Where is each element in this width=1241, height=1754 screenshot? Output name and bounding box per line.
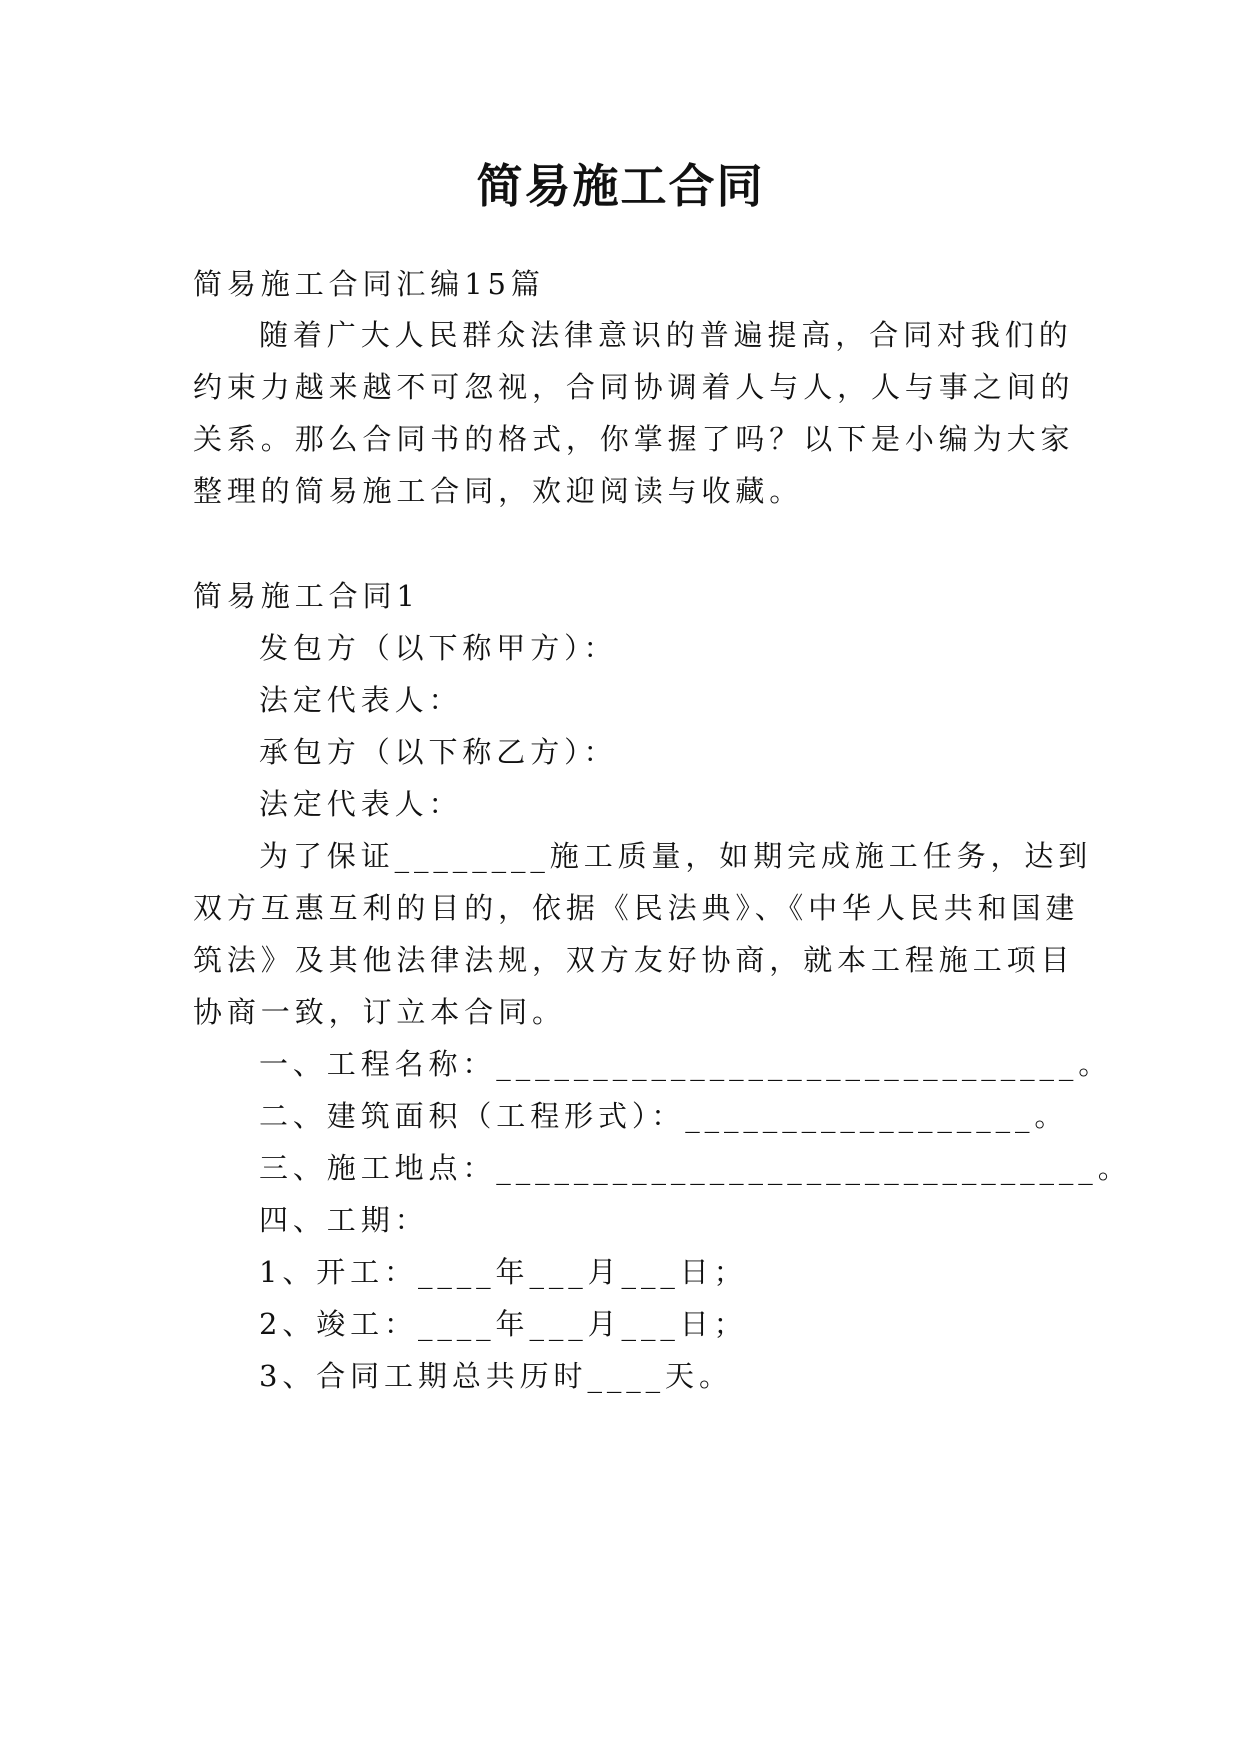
party-a-line: 发包方（以下称甲方）： (259, 631, 618, 665)
contract-1-heading: 简易施工合同1 (193, 579, 420, 613)
collection-heading: 简易施工合同汇编15篇 (193, 267, 545, 301)
construction-site-line: 三、施工地点：_______________________________。 (259, 1151, 1132, 1185)
party-b-line: 承包方（以下称乙方）： (259, 735, 618, 769)
total-duration-line: 3、合同工期总共历时____天。 (259, 1359, 733, 1393)
party-b-representative-line: 法定代表人： (259, 787, 463, 821)
completion-date-line: 2、竣工：____年___月___日； (259, 1307, 748, 1341)
intro-paragraph-line-2: 约束力越来越不可忽视，合同协调着人与人，人与事之间的 (193, 370, 1075, 404)
building-area-line: 二、建筑面积（工程形式）：__________________。 (259, 1099, 1069, 1133)
purpose-paragraph-line-2: 双方互惠互利的目的，依据《民法典》、《中华人民共和国建 (193, 891, 1080, 925)
purpose-paragraph-line-3: 筑法》及其他法律法规，双方友好协商，就本工程施工项目 (193, 943, 1075, 977)
project-name-line: 一、工程名称：______________________________。 (259, 1047, 1113, 1081)
purpose-paragraph-line-4: 协商一致，订立本合同。 (193, 995, 566, 1029)
intro-paragraph-line-3: 关系。那么合同书的格式，你掌握了吗？以下是小编为大家 (193, 422, 1075, 456)
start-date-line: 1、开工：____年___月___日； (259, 1255, 748, 1289)
purpose-paragraph-line-1: 为了保证________施工质量，如期完成施工任务，达到 (259, 839, 1093, 873)
intro-paragraph-line-1: 随着广大人民群众法律意识的普遍提高，合同对我们的 (259, 318, 1073, 352)
party-a-representative-line: 法定代表人： (259, 683, 463, 717)
document-title: 简易施工合同 (476, 159, 765, 213)
intro-paragraph-line-4: 整理的简易施工合同，欢迎阅读与收藏。 (193, 474, 804, 508)
duration-heading-line: 四、工期： (259, 1203, 429, 1237)
